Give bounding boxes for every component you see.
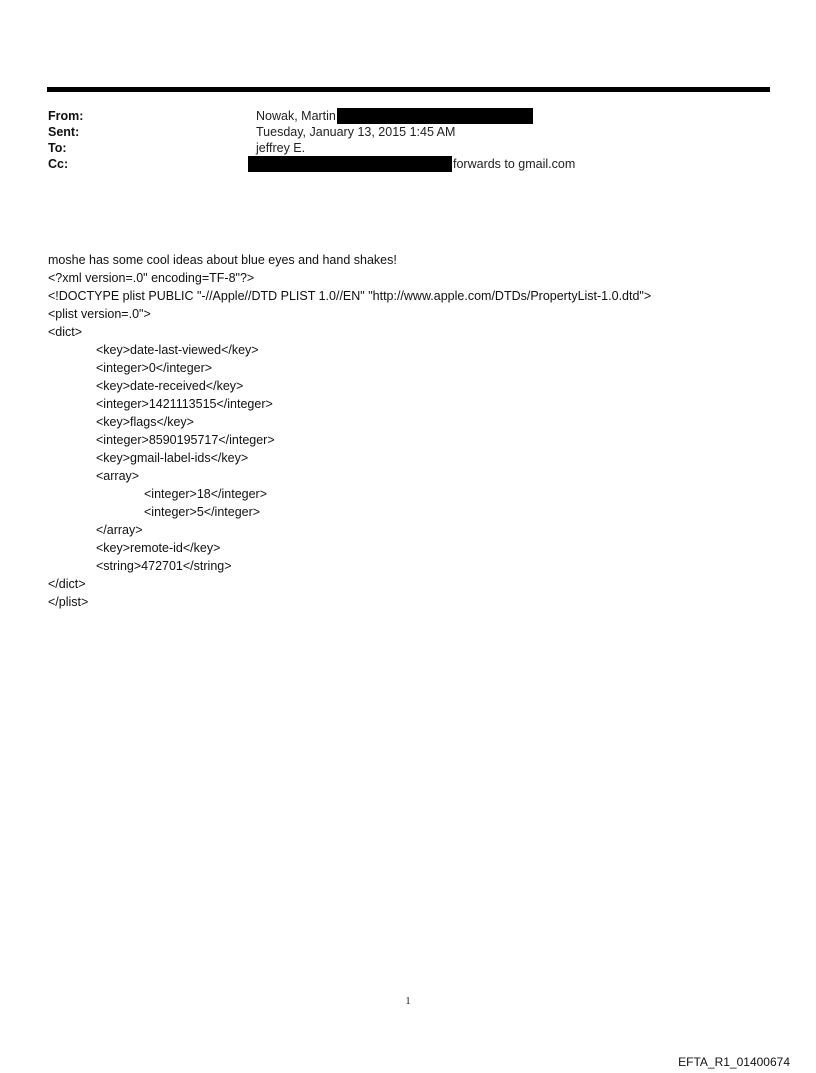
from-name: Nowak, Martin	[256, 109, 336, 123]
from-value	[256, 108, 533, 124]
body-line: <?xml version=.0" encoding=TF-8"?>	[48, 271, 255, 285]
redaction-box	[337, 108, 533, 124]
redaction-box	[248, 156, 452, 172]
bates-number: EFTA_R1_01400674	[678, 1055, 790, 1069]
body-line: moshe has some cool ideas about blue eyes and hand shakes!	[48, 253, 397, 267]
body-line: <integer>5</integer>	[144, 505, 261, 519]
body-line: <key>date-last-viewed</key>	[96, 343, 259, 357]
email-header	[48, 108, 768, 172]
cc-label: Cc:	[48, 157, 69, 171]
cc-value	[256, 156, 575, 172]
body-line: <key>gmail-label-ids</key>	[96, 451, 249, 465]
body-line: <array>	[96, 469, 140, 483]
body-line: <string>472701</string>	[96, 559, 232, 573]
to-value: jeffrey E.	[256, 141, 306, 155]
cc-row	[48, 156, 768, 172]
sent-value: Tuesday, January 13, 2015 1:45 AM	[256, 125, 456, 139]
body-line: </plist>	[48, 595, 89, 609]
cc-text: forwards to gmail.com	[453, 157, 576, 171]
body-line: <integer>8590195717</integer>	[96, 433, 275, 447]
body-line: <!DOCTYPE plist PUBLIC "-//Apple//DTD PLIST 1.0//EN" "http://www.apple.com/DTDs/PropertyList-1.0.dtd">	[48, 289, 652, 303]
body-line: <integer>0</integer>	[96, 361, 213, 375]
sent-row	[48, 124, 768, 140]
from-label: From:	[48, 109, 84, 123]
body-line: <key>flags</key>	[96, 415, 194, 429]
email-body	[48, 251, 778, 611]
body-line: <integer>1421113515</integer>	[96, 397, 273, 411]
body-line: <integer>18</integer>	[144, 487, 268, 501]
body-line: </array>	[96, 523, 143, 537]
to-row	[48, 140, 768, 156]
body-line: <plist version=.0">	[48, 307, 151, 321]
to-label: To:	[48, 141, 67, 155]
page-number: 1	[405, 996, 411, 1007]
body-line: </dict>	[48, 577, 86, 591]
body-line: <dict>	[48, 325, 83, 339]
body-line: <key>remote-id</key>	[96, 541, 221, 555]
header-divider	[47, 87, 770, 92]
from-row	[48, 108, 768, 124]
body-line: <key>date-received</key>	[96, 379, 244, 393]
sent-label: Sent:	[48, 125, 80, 139]
